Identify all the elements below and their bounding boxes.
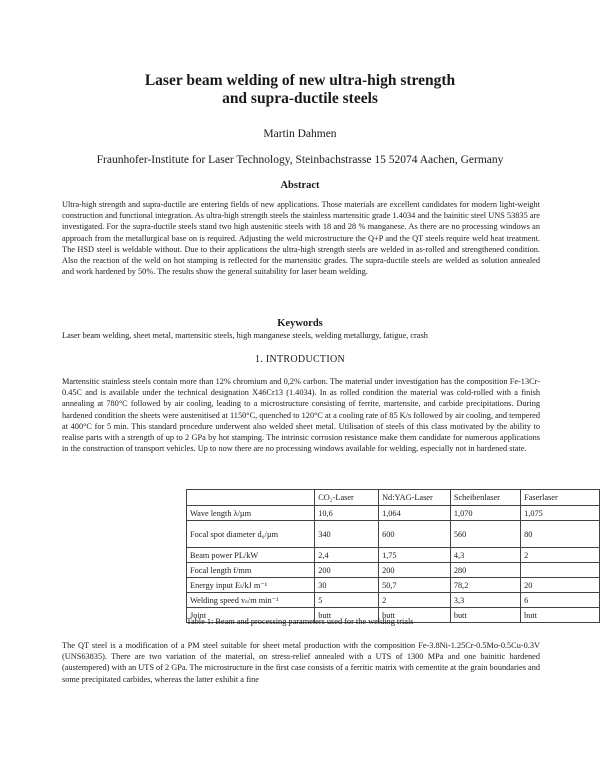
table-cell: 2 (521, 548, 600, 563)
table-cell: 80 (521, 521, 600, 548)
table-header: Scheibenlaser (450, 490, 520, 506)
table-row-label: Focal length f/mm (187, 563, 315, 578)
table-cell: 340 (315, 521, 379, 548)
table-cell: 10,6 (315, 506, 379, 521)
table-cell: 600 (379, 521, 451, 548)
table-cell: 4,3 (450, 548, 520, 563)
table-cell: 560 (450, 521, 520, 548)
table-header-row (187, 490, 600, 506)
table-cell: 30 (315, 578, 379, 593)
qt-steel-text: The QT steel is a modification of a PM steel suitable for sheet metal production with the composition Fe-3.8Ni-1.25Cr-0.5Mo-0.5Cu-0.3V (UNS63835). There are two variation of the material, on stress-relief annealed with a UTS of 1300 MPa and one bainitic hardened (austempered) with an UTS of 2 GPa. The microstructure in the first case consists of a ferritic matrix with cementite at the grain boundaries and some precipitated carbides, whereas the latter exhibit a fine (62, 641, 540, 684)
table-cell: 1,075 (521, 506, 600, 521)
table-row (187, 521, 600, 548)
title-line-1: Laser beam welding of new ultra-high strength (144, 72, 456, 89)
title-line-2: and supra-ductile steels (222, 90, 378, 107)
table-cell: butt (315, 608, 379, 623)
table-cell: 2,4 (315, 548, 379, 563)
table-row-label: Energy input Eₗ/kJ m⁻¹ (187, 578, 315, 593)
table-cell: 20 (521, 578, 600, 593)
table-cell: 5 (315, 593, 379, 608)
table-row (187, 563, 600, 578)
table-cell (521, 563, 600, 578)
author: Martin Dahmen (263, 128, 337, 140)
abstract-text: Ultra-high strength and supra-ductile are entering fields of new applications. Those materials are excellent candidates for modern light-weight construction and functional integration. As ultra-high strength steels the stainless martensitic grade 1.4034 and the bainitic steel UNS 53835 are investigated. For the supra-ductile steels stand two high austenitic steels with 18 and 28 % manganese. As there are no processing windows an approach from the metallurgical base on is required. Adjusting the weld microstructure the Q+P and the QT steels require weld heat treatment. The HSD steel is weldable without. Due to their applications the ultra-high strength steels are welded in as-rolled and strengthened condition. Also the reaction of the weld on hot stamping is reflected for the martensitic grades. The supra-ductile steels are welded as solution annealed and work hardened by 50%. The results show the general suitability for laser beam welding. (62, 200, 540, 277)
table-header: Faserlaser (521, 490, 600, 506)
table-row-label: Focal spot diameter d₀/µm (187, 521, 315, 548)
table-header: Nd:YAG-Laser (379, 490, 451, 506)
table-caption: Table 1: Beam and processing parameters used for the welding trials (186, 617, 414, 626)
table-row (187, 578, 600, 593)
table-cell: 6 (521, 593, 600, 608)
table-cell: 200 (315, 563, 379, 578)
table-cell: 1,75 (379, 548, 451, 563)
table-cell: 78,2 (450, 578, 520, 593)
table-cell: butt (379, 608, 451, 623)
table-cell: 280 (450, 563, 520, 578)
table-header: CO₂-Laser (315, 490, 379, 506)
parameters-table (186, 489, 600, 623)
paper-title (0, 72, 600, 108)
table-row (187, 593, 600, 608)
table-cell: 1,070 (450, 506, 520, 521)
table-cell: 2 (379, 593, 451, 608)
table-header (187, 490, 315, 506)
table-cell: butt (521, 608, 600, 623)
table-cell: 1,064 (379, 506, 451, 521)
table-cell: 50,7 (379, 578, 451, 593)
keywords-heading: Keywords (277, 318, 323, 329)
table-row-label: Joint (187, 608, 315, 623)
table-cell: 3,3 (450, 593, 520, 608)
table-row-label: Wave length λ/µm (187, 506, 315, 521)
table-row (187, 506, 600, 521)
abstract-heading: Abstract (280, 180, 320, 191)
affiliation: Fraunhofer-Institute for Laser Technology, Steinbachstrasse 15 52074 Aachen, Germany (96, 154, 504, 166)
keywords-text: Laser beam welding, sheet metal, martensitic steels, high manganese steels, welding metallurgy, fatigue, crash (62, 331, 428, 340)
table-cell: butt (450, 608, 520, 623)
introduction-heading: 1. INTRODUCTION (254, 354, 346, 365)
table-row-label: Welding speed vₛ/m min⁻¹ (187, 593, 315, 608)
introduction-text: Martensitic stainless steels contain more than 12% chromium and 0,2% carbon. The material under investigation has the composition Fe-13Cr-0.45C and is available under the technical designation X46Cr13 (1.4034). In as rolled condition the material was cold-rolled with a finish annealing at 780°C followed by air cooling, leading to a microstructure consisting of ferrite, martensite, and carbide precipitations. During hardened condition the sheets were austenitised at 1150°C, quenched to 120°C at a cooling rate of 85 K/s followed by air cooling, and tempered at 400°C for 5 min. This standard procedure underwent also welded sheet metal. Utilisation of steels of this class motivated by the ability to realise parts with a strength of up to 2 GPa by hot stamping. The intrinsic corrosion resistance make them candidate for numerous applications in the construction of transport vehicles. Up to now there are no processing windows available for welding, especially not in hardened state. (62, 377, 540, 454)
table-cell: 200 (379, 563, 451, 578)
table-row-label: Beam power PL/kW (187, 548, 315, 563)
table-row (187, 548, 600, 563)
